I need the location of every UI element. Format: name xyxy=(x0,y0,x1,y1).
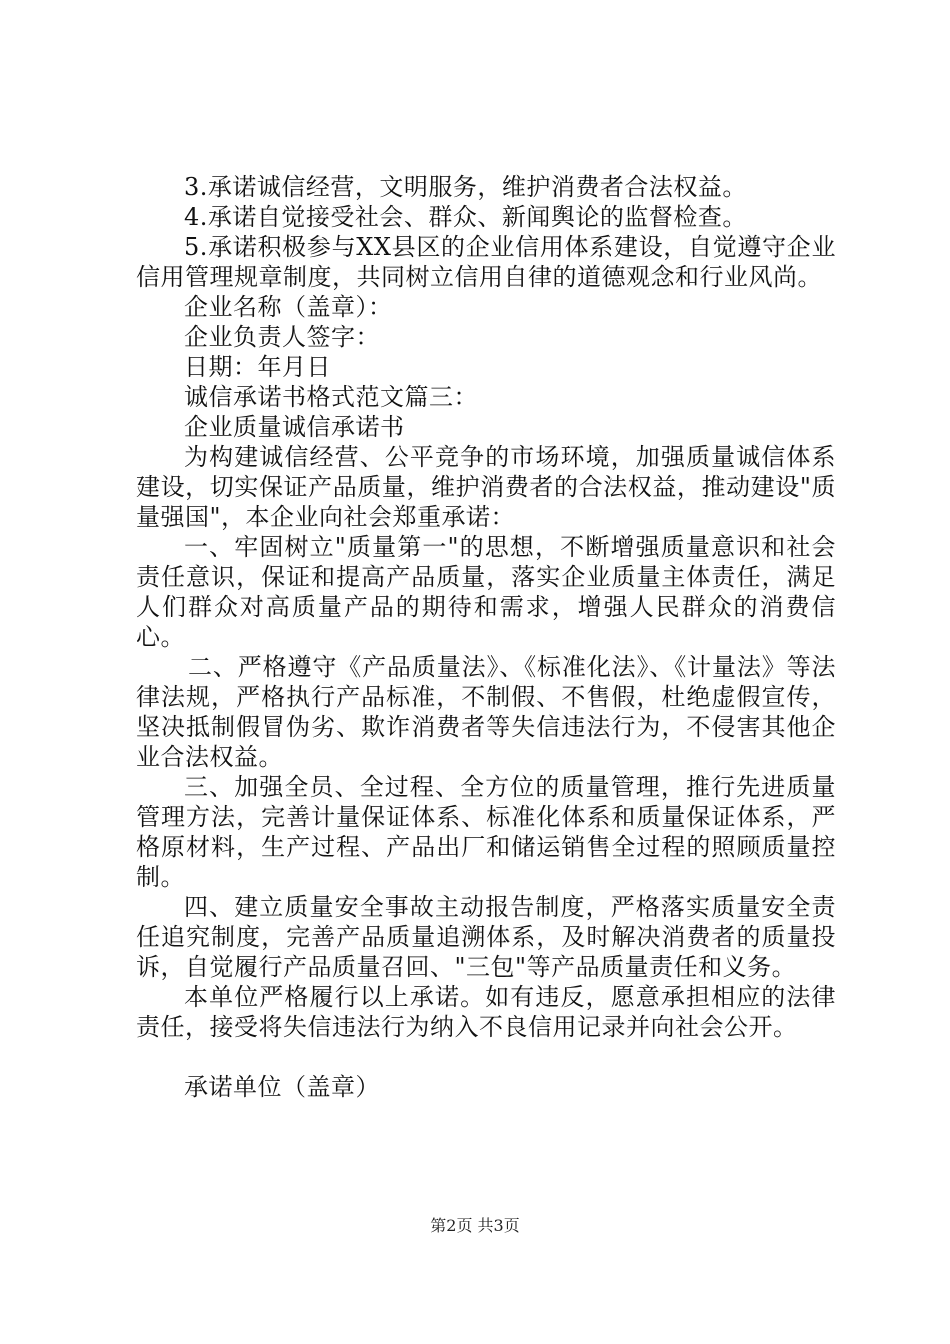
document-title: 企业质量诚信承诺书 xyxy=(184,413,405,441)
blank-line xyxy=(136,1042,836,1072)
paragraph-point-3: 三、加强全员、全过程、全方位的质量管理，推行先进质量管理方法，完善计量保证体系、标准化体系和质量保证体系，严格原材料，生产过程、产品出厂和储运销售全过程的照顾质量控制。 xyxy=(136,773,836,891)
paragraph-commitment-3: 3.承诺诚信经营，文明服务，维护消费者合法权益。 xyxy=(184,173,747,201)
paragraph-commitment-4: 4.承诺自觉接受社会、群众、新闻舆论的监督检查。 xyxy=(184,203,747,231)
document-body xyxy=(136,172,836,1102)
company-leader-signature-line: 企业负责人签字： xyxy=(184,323,380,351)
date-line: 日期：年月日 xyxy=(184,353,331,381)
page-indicator: 第2页 共3页 xyxy=(430,1216,520,1235)
paragraph-closing: 本单位严格履行以上承诺。如有违反，愿意承担相应的法律责任，接受将失信违法行为纳入不良信用记录并向社会公开。 xyxy=(136,983,836,1041)
paragraph-commitment-5: 5.承诺积极参与XX县区的企业信用体系建设，自觉遵守企业信用管理规章制度，共同树立信用自律的道德观念和行业风尚。 xyxy=(136,233,836,291)
paragraph-point-2: 二、严格遵守《产品质量法》、《标准化法》、《计量法》等法律法规，严格执行产品标准，不制假、不售假，杜绝虚假宣传，坚决抵制假冒伪劣、欺诈消费者等失信违法行为，不侵害其他企业合法权益。 xyxy=(136,653,836,771)
committing-unit-seal-line: 承诺单位（盖章） xyxy=(184,1073,380,1101)
company-name-seal-line: 企业名称（盖章）： xyxy=(184,293,393,321)
page-footer xyxy=(0,1213,950,1236)
paragraph-intro: 为构建诚信经营、公平竞争的市场环境，加强质量诚信体系建设，切实保证产品质量，维护消费者的合法权益，推动建设"质量强国"，本企业向社会郑重承诺： xyxy=(136,443,836,531)
paragraph-point-1: 一、牢固树立"质量第一"的思想，不断增强质量意识和社会责任意识，保证和提高产品质量，落实企业质量主体责任，满足人们群众对高质量产品的期待和需求，增强人民群众的消费信心。 xyxy=(136,533,836,651)
paragraph-point-4: 四、建立质量安全事故主动报告制度，严格落实质量安全责任追究制度，完善产品质量追溯体系，及时解决消费者的质量投诉，自觉履行产品质量召回、"三包"等产品质量责任和义务。 xyxy=(136,893,836,981)
section-heading: 诚信承诺书格式范文篇三： xyxy=(184,383,478,411)
